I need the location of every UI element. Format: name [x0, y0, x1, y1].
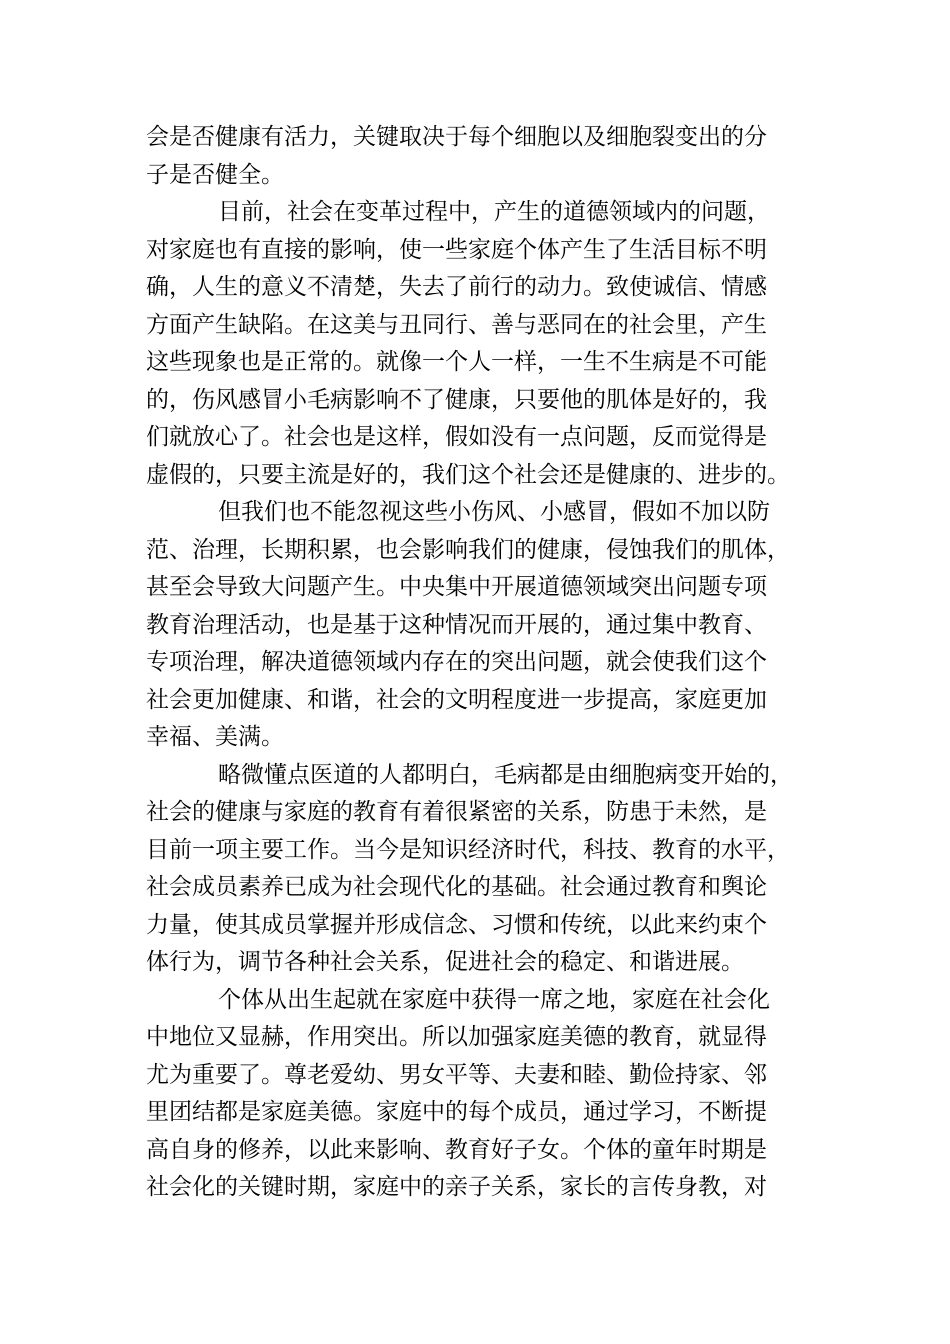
paragraph	[146, 982, 816, 1207]
text-line: 力量，使其成员掌握并形成信念、习惯和传统，以此来约束个	[146, 911, 767, 938]
paragraph	[146, 194, 816, 494]
text-line: 子是否健全。	[146, 161, 284, 188]
text-line: 范、治理，长期积累，也会影响我们的健康，侵蚀我们的肌体，	[146, 536, 790, 563]
text-line: 中地位又显赫，作用突出。所以加强家庭美德的教育，就显得	[146, 1024, 767, 1050]
paragraph	[146, 119, 816, 194]
text-line: 目前一项主要工作。当今是知识经济时代，科技、教育的水平，	[146, 836, 790, 863]
text-line: 目前，社会在变革过程中，产生的道德领域内的问题，	[218, 199, 770, 225]
text-line: 甚至会导致大问题产生。中央集中开展道德领域突出问题专项	[146, 574, 767, 600]
text-line: 略微懂点医道的人都明白，毛病都是由细胞病变开始的，	[218, 761, 793, 788]
text-line: 的，伤风感冒小毛病影响不了健康，只要他的肌体是好的，我	[146, 386, 767, 413]
text-line: 社会成员素养已成为社会现代化的基础。社会通过教育和舆论	[146, 874, 767, 900]
text-line: 专项治理，解决道德领域内存在的突出问题，就会使我们这个	[146, 649, 767, 675]
body-text	[146, 119, 816, 1207]
text-line: 尤为重要了。尊老爱幼、男女平等、夫妻和睦、勤俭持家、邻	[146, 1061, 767, 1088]
text-line: 高自身的修养，以此来影响、教育好子女。个体的童年时期是	[146, 1136, 767, 1163]
text-line: 这些现象也是正常的。就像一个人一样，一生不生病是不可能	[146, 349, 767, 375]
text-line: 确，人生的意义不清楚，失去了前行的动力。致使诚信、情感	[146, 274, 767, 300]
paragraph	[146, 494, 816, 757]
text-line: 个体从出生起就在家庭中获得一席之地，家庭在社会化	[218, 986, 770, 1013]
text-line: 方面产生缺陷。在这美与丑同行、善与恶同在的社会里，产生	[146, 311, 767, 338]
text-line: 教育治理活动，也是基于这种情况而开展的，通过集中教育、	[146, 611, 767, 638]
text-line: 体行为，调节各种社会关系，促进社会的稳定、和谐进展。	[146, 949, 744, 975]
text-line: 社会更加健康、和谐，社会的文明程度进一步提高，家庭更加	[146, 686, 767, 713]
text-line: 社会化的关键时期，家庭中的亲子关系，家长的言传身教，对	[146, 1174, 767, 1200]
paragraph	[146, 757, 816, 982]
text-line: 们就放心了。社会也是这样，假如没有一点问题，反而觉得是	[146, 424, 767, 450]
text-line: 虚假的，只要主流是好的，我们这个社会还是健康的、进步的。	[146, 461, 790, 488]
text-line: 幸福、美满。	[146, 724, 284, 750]
text-line: 会是否健康有活力，关键取决于每个细胞以及细胞裂变出的分	[146, 124, 767, 150]
text-line: 里团结都是家庭美德。家庭中的每个成员，通过学习，不断提	[146, 1099, 767, 1125]
text-line: 社会的健康与家庭的教育有着很紧密的关系，防患于未然，是	[146, 799, 767, 825]
text-line: 对家庭也有直接的影响，使一些家庭个体产生了生活目标不明	[146, 236, 767, 263]
text-line: 但我们也不能忽视这些小伤风、小感冒，假如不加以防	[218, 499, 770, 525]
